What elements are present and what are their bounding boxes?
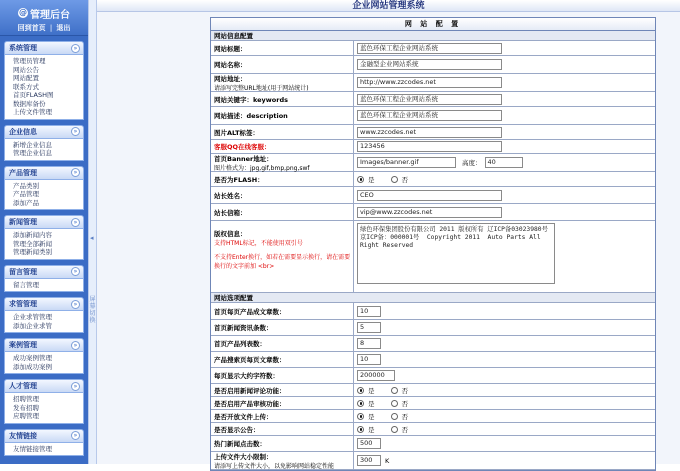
field-row xyxy=(211,204,655,221)
radio-unchecked-icon[interactable] xyxy=(391,400,398,407)
menu-group-title: 系统管理 xyxy=(9,44,37,52)
qq-input[interactable]: 123456 xyxy=(357,141,502,152)
search-per-page-input[interactable]: 10 xyxy=(357,354,381,365)
menu-group-title: 案例管理 xyxy=(9,341,37,349)
field-label: 客服QQ在线客服： xyxy=(211,140,354,153)
config-panel xyxy=(210,17,656,471)
field-row xyxy=(211,172,655,187)
sidebar-header xyxy=(0,0,88,36)
menu-item[interactable]: 产品类别 xyxy=(13,181,39,190)
field-hint: 支持HTML标记，不能使用双引号 xyxy=(214,240,303,247)
menu-group-messages xyxy=(4,265,84,293)
menu-group-header[interactable] xyxy=(4,297,84,311)
menu-item[interactable]: 友情链接管理 xyxy=(13,444,52,453)
field-row xyxy=(211,154,655,172)
field-row xyxy=(211,41,655,56)
field-row xyxy=(211,352,655,368)
menu-item[interactable]: 管理全部新闻 xyxy=(13,239,52,248)
field-row xyxy=(211,397,655,410)
menu-group-header[interactable] xyxy=(4,379,84,393)
menu-item[interactable]: 应聘管理 xyxy=(13,412,39,420)
products-per-page-input[interactable]: 10 xyxy=(357,306,381,317)
logout-link[interactable]: 退出 xyxy=(56,24,71,32)
menu-group-system xyxy=(4,41,84,120)
frame-divider[interactable] xyxy=(88,0,97,464)
sidebar xyxy=(0,0,88,464)
menu-item[interactable]: 网站配置 xyxy=(13,74,39,82)
collapse-arrow-icon[interactable]: ◂ xyxy=(90,234,94,242)
field-label: 热门新闻点击数： xyxy=(211,436,354,451)
menu-group-links xyxy=(4,429,84,457)
upload-yes-radio[interactable]: 是 xyxy=(357,412,375,421)
field-label: 首页产品列表数： xyxy=(211,336,354,351)
radio-checked-icon[interactable] xyxy=(357,176,364,183)
notice-no-radio[interactable]: 否 xyxy=(391,425,409,434)
menu-item[interactable]: 产品管理 xyxy=(13,190,39,198)
image-alt-input[interactable]: www.zzcodes.net xyxy=(357,127,502,138)
field-label: 是否开放文件上传： xyxy=(211,410,354,422)
flash-yes-radio[interactable]: 是 xyxy=(357,175,375,184)
field-row xyxy=(211,436,655,452)
owner-name-input[interactable]: CEO xyxy=(357,190,502,201)
field-hint: 图片格式为：jpg,gif,bmp,png,swf xyxy=(214,164,310,172)
field-label: 是否为FLASH： xyxy=(211,172,354,186)
menu-item[interactable]: 首页FLASH图 xyxy=(13,91,54,99)
menu-item[interactable]: 管理企业信息 xyxy=(13,149,52,157)
admin-title-text: 管理后台 xyxy=(30,9,70,21)
menu-group-enterprise xyxy=(4,125,84,161)
collapse-chevron-icon[interactable]: » xyxy=(71,218,80,227)
site-url-input[interactable]: http://www.zzcodes.net xyxy=(357,77,502,88)
keywords-input[interactable]: 蓝色环保工程企业网站系统 xyxy=(357,94,502,105)
menu-item[interactable]: 留言管理 xyxy=(13,280,39,289)
menu-group-products xyxy=(4,166,84,211)
menu-item[interactable]: 上传文件管理 xyxy=(13,108,52,116)
field-label: 首页新闻资讯条数： xyxy=(211,320,354,335)
copyright-textarea[interactable] xyxy=(357,223,555,284)
menu-group-cases xyxy=(4,338,84,374)
notice-yes-radio[interactable]: 是 xyxy=(357,425,375,434)
menu-group-news xyxy=(4,215,84,260)
radio-checked-icon[interactable] xyxy=(357,413,364,420)
field-row xyxy=(211,452,655,470)
main-content xyxy=(97,0,680,470)
size-unit-label: K xyxy=(385,456,390,465)
menu-item[interactable]: 管理新闻类别 xyxy=(13,248,52,256)
flash-no-radio[interactable]: 否 xyxy=(391,175,409,184)
menu-item[interactable]: 成功案例管理 xyxy=(13,354,52,362)
screen-toggle-label[interactable]: 屏幕切换 xyxy=(89,296,96,324)
section-header: 网站信息配置 xyxy=(211,31,655,41)
site-name-input[interactable]: 金融型企业网站系统 xyxy=(357,59,502,70)
menu-group-header[interactable] xyxy=(4,429,84,443)
field-label: 每页显示大约字符数： xyxy=(211,368,354,383)
menu-group-header[interactable] xyxy=(4,125,84,139)
collapse-chevron-icon[interactable]: » xyxy=(71,267,80,276)
field-label: 站长姓名： xyxy=(211,187,354,203)
radio-unchecked-icon[interactable] xyxy=(391,387,398,394)
menu-group-title: 产品管理 xyxy=(9,168,37,177)
collapse-chevron-icon[interactable]: » xyxy=(71,382,80,391)
menu-group-title: 留言管理 xyxy=(9,267,37,276)
field-row xyxy=(211,410,655,423)
collapse-chevron-icon[interactable]: » xyxy=(71,44,80,53)
field-label: 网站关键字：keywords xyxy=(211,92,354,106)
menu-item[interactable]: 招聘管理 xyxy=(13,395,39,403)
field-row xyxy=(211,92,655,107)
field-label: 首页Banner地址： 图片格式为：jpg,gif,bmp,png,swf xyxy=(211,154,354,171)
menu-group-title: 新闻管理 xyxy=(9,218,37,226)
radio-checked-icon[interactable] xyxy=(357,387,364,394)
field-label: 版权信息： 支持HTML标记，不能使用双引号 不支持Enter换行，如若在需要显示换行，请在需要换行的文字前加 <br> xyxy=(211,221,354,292)
field-row xyxy=(211,336,655,352)
description-input[interactable]: 蓝色环保工程企业网站系统 xyxy=(357,110,502,121)
field-label: 是否启用新闻评论功能： xyxy=(211,384,354,396)
news-count-input[interactable]: 5 xyxy=(357,322,381,333)
menu-group-requests xyxy=(4,297,84,333)
upload-size-input[interactable]: 300 xyxy=(357,455,381,466)
panel-title: 网 站 配 置 xyxy=(211,18,655,31)
menu-item[interactable]: 添加成功案例 xyxy=(13,362,52,371)
field-label: 产品搜索页每页文章数： xyxy=(211,352,354,367)
radio-unchecked-icon[interactable] xyxy=(391,176,398,183)
field-label: 图片ALT标签： xyxy=(211,125,354,139)
home-link[interactable]: 回到首页 xyxy=(17,24,46,32)
collapse-chevron-icon[interactable]: » xyxy=(71,341,80,350)
field-label: 网站地址： 请添写完整URL地址(用于网站统计) xyxy=(211,74,354,91)
menu-group-header[interactable] xyxy=(4,166,84,180)
menu-group-title: 企业信息 xyxy=(9,127,37,136)
product-review-yes-radio[interactable]: 是 xyxy=(357,399,375,408)
product-list-input[interactable]: 8 xyxy=(357,338,381,349)
field-hint: 不支持Enter换行，如若在需要显示换行，请在需要换行的文字前加 <br> xyxy=(214,254,351,270)
site-title-input[interactable]: 蓝色环保工程企业网站系统 xyxy=(357,43,502,54)
menu-group-header[interactable] xyxy=(4,41,84,55)
field-row xyxy=(211,320,655,336)
field-row xyxy=(211,423,655,436)
menu-item[interactable]: 企业求管管理 xyxy=(13,313,52,321)
field-hint: 请添写完整URL地址(用于网站统计) xyxy=(214,84,309,92)
field-row xyxy=(211,125,655,140)
collapse-chevron-icon[interactable]: » xyxy=(71,300,80,309)
menu-group-header[interactable] xyxy=(4,338,84,352)
field-row xyxy=(211,140,655,154)
banner-height-input[interactable]: 40 xyxy=(485,157,523,168)
banner-path-input[interactable]: Images/banner.gif xyxy=(357,157,456,168)
collapse-chevron-icon[interactable]: » xyxy=(71,127,80,136)
header-links xyxy=(0,23,88,33)
product-review-no-radio[interactable]: 否 xyxy=(391,399,409,408)
radio-unchecked-icon[interactable] xyxy=(391,413,398,420)
news-comment-yes-radio[interactable]: 是 xyxy=(357,386,375,395)
system-banner: 企业网站管理系统 xyxy=(97,0,680,12)
news-comment-no-radio[interactable]: 否 xyxy=(391,386,409,395)
menu-item[interactable]: 管理员管理 xyxy=(13,57,46,65)
menu-item[interactable]: 网站公告 xyxy=(13,65,39,74)
field-label: 是否显示公告： xyxy=(211,423,354,435)
field-row xyxy=(211,384,655,397)
menu-group-title: 友情链接 xyxy=(9,431,37,440)
height-label: 高度： xyxy=(462,159,482,167)
field-row xyxy=(211,221,655,293)
upload-no-radio[interactable]: 否 xyxy=(391,412,409,421)
field-row xyxy=(211,74,655,92)
owner-email-input[interactable]: vip@www.zzcodes.net xyxy=(357,207,502,218)
menu-item[interactable]: 联系方式 xyxy=(13,82,39,91)
field-row xyxy=(211,368,655,384)
content-limit-input[interactable]: 200000 xyxy=(357,370,395,381)
menu-item[interactable]: 发布招聘 xyxy=(13,403,39,412)
menu-group-title: 求管管理 xyxy=(9,300,37,308)
field-label: 网站描述：description xyxy=(211,107,354,124)
menu-group-header[interactable] xyxy=(4,215,84,229)
field-label: 站长信箱： xyxy=(211,204,354,220)
section-header: 网站选项配置 xyxy=(211,293,655,303)
menu-item[interactable]: 添加产品 xyxy=(13,198,39,207)
menu-group-header[interactable] xyxy=(4,265,84,279)
hot-news-clicks-input[interactable]: 500 xyxy=(357,438,381,449)
menu-item[interactable]: 添加新闻内容 xyxy=(13,231,52,239)
field-label: 首页每页产品成文章数： xyxy=(211,303,354,319)
menu-item[interactable]: 数据库备份 xyxy=(13,99,46,108)
field-label: 上传文件大小限制： 请添写上传文件大小，以免影响网站稳定性能 xyxy=(211,452,354,469)
menu-item[interactable]: 添加企业求管 xyxy=(13,321,52,330)
link-separator: | xyxy=(49,24,53,32)
field-label: 网站标题： xyxy=(211,41,354,55)
field-label: 网站名称： xyxy=(211,56,354,73)
menu-group-title: 人才管理 xyxy=(9,382,37,390)
radio-unchecked-icon[interactable] xyxy=(391,426,398,433)
field-row xyxy=(211,56,655,74)
field-row xyxy=(211,303,655,320)
field-row xyxy=(211,187,655,204)
field-hint: 请添写上传文件大小，以免影响网站稳定性能 xyxy=(214,462,335,470)
radio-checked-icon[interactable] xyxy=(357,400,364,407)
collapse-chevron-icon[interactable]: » xyxy=(71,168,80,177)
field-row xyxy=(211,107,655,125)
admin-title xyxy=(0,6,88,20)
field-label: 是否启用产品审核功能： xyxy=(211,397,354,409)
menu-group-talent xyxy=(4,379,84,424)
radio-checked-icon[interactable] xyxy=(357,426,364,433)
at-logo-icon: @ xyxy=(19,8,27,17)
collapse-chevron-icon[interactable]: » xyxy=(71,431,80,440)
menu-item[interactable]: 新增企业信息 xyxy=(13,140,52,149)
